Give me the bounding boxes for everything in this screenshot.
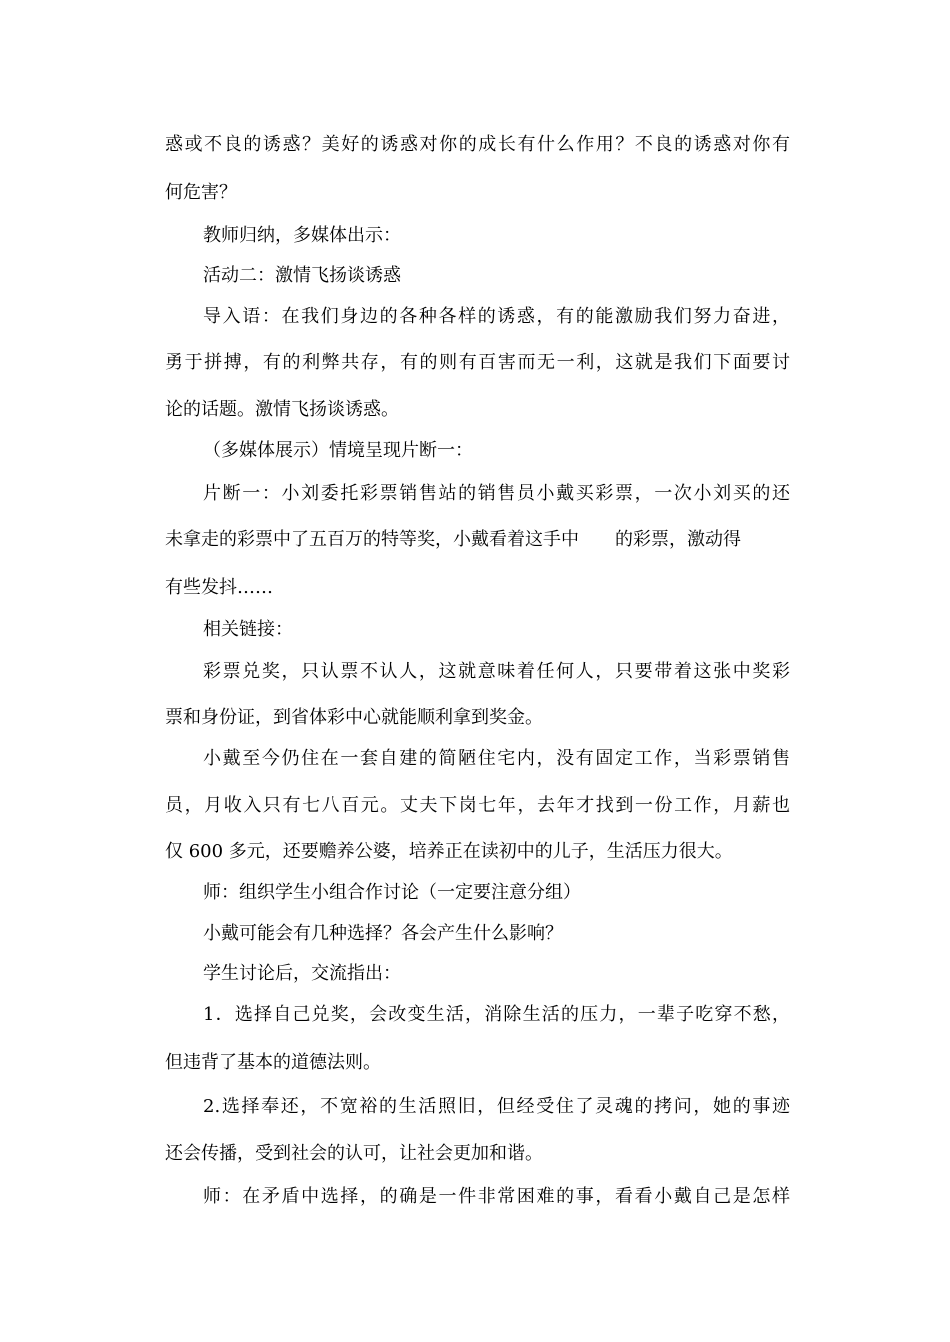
paragraph-line: 相关链接： (203, 619, 293, 640)
paragraph-line (165, 528, 790, 552)
paragraph-line: 片断一：小刘委托彩票销售站的销售员小戴买彩票，一次小刘买的还 (203, 483, 790, 504)
line-segment: 的彩票，激动得 (615, 529, 741, 550)
paragraph-line: 教师归纳，多媒体出示： (203, 225, 401, 246)
paragraph-line: 票和身份证，到省体彩中心就能顺利拿到奖金。 (165, 707, 543, 728)
section-heading: 活动二：激情飞扬谈诱惑 (203, 265, 401, 286)
paragraph-line: 学生讨论后，交流指出： (203, 963, 401, 984)
paragraph-line: 小戴可能会有几种选择？各会产生什么影响？ (203, 923, 563, 944)
paragraph-line: 有些发抖…… (165, 577, 273, 598)
list-item: 1．选择自己兑奖，会改变生活，消除生活的压力，一辈子吃穿不愁， (203, 1004, 790, 1025)
paragraph-line: 导入语：在我们身边的各种各样的诱惑，有的能激励我们努力奋进， (203, 306, 790, 327)
paragraph-line: 但违背了基本的道德法则。 (165, 1052, 381, 1073)
paragraph-line: 惑或不良的诱惑？美好的诱惑对你的成长有什么作用？不良的诱惑对你有 (165, 134, 790, 155)
paragraph-line: 勇于拼搏，有的利弊共存，有的则有百害而无一利，这就是我们下面要讨 (165, 352, 790, 373)
paragraph-line: 仅 600 多元，还要赡养公婆，培养正在读初中的儿子，生活压力很大。 (165, 841, 733, 862)
paragraph-line: 小戴至今仍住在一套自建的简陋住宅内，没有固定工作，当彩票销售 (203, 748, 790, 769)
paragraph-line: 员，月收入只有七八百元。丈夫下岗七年，去年才找到一份工作，月薪也 (165, 795, 790, 816)
paragraph-line: 彩票兑奖，只认票不认人，这就意味着任何人，只要带着这张中奖彩 (203, 661, 790, 682)
list-item: 2.选择奉还，不宽裕的生活照旧，但经受住了灵魂的拷问，她的事迹 (203, 1096, 790, 1117)
paragraph-line: 何危害？ (165, 182, 237, 203)
paragraph-line: （多媒体展示）情境呈现片断一： (203, 440, 473, 461)
paragraph-line: 师：组织学生小组合作讨论（一定要注意分组） (203, 882, 581, 903)
paragraph-line: 还会传播，受到社会的认可，让社会更加和谐。 (165, 1143, 543, 1164)
paragraph-line: 论的话题。激情飞扬谈诱惑。 (165, 399, 399, 420)
paragraph-line: 师：在矛盾中选择，的确是一件非常困难的事，看看小戴自己是怎样 (203, 1186, 790, 1207)
line-segment: 未拿走的彩票中了五百万的特等奖，小戴看着这手中 (165, 529, 579, 550)
